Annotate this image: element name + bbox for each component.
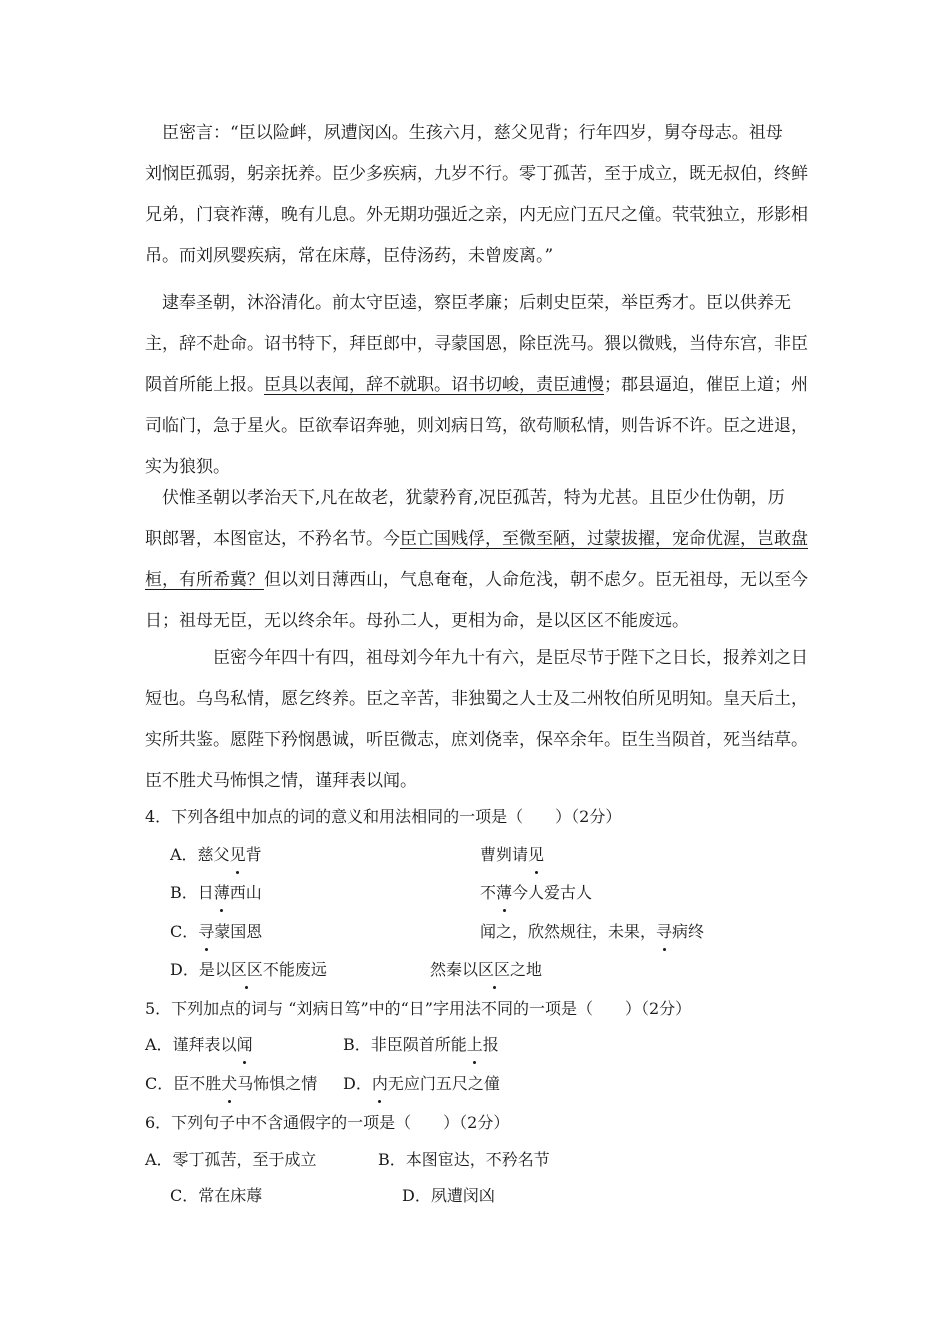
dotted-word: 内 (372, 1072, 388, 1096)
dotted-word: 区区 (231, 958, 263, 982)
underlined-sentence: 臣亡国贱俘，至微至陋，过蒙拔擢，宠命优渥，岂敢盘 (400, 529, 808, 549)
text-segment: 背 (245, 845, 262, 864)
text-segment: 不能废远 (262, 960, 327, 979)
question-4-option-c-right (480, 920, 704, 944)
passage-paragraph-4 (145, 638, 813, 802)
question-4-option-d-left (170, 958, 327, 982)
question-4-option-a-right (480, 843, 544, 867)
question-4-option-b-right (480, 881, 592, 905)
question-6-option-d: D．夙遭闵凶 (402, 1186, 495, 1205)
text-segment: 但以刘日薄西山，气息奄奄，人命危浅，朝不虑夕。臣无祖母，无以至今 (264, 570, 808, 590)
text-line: 司临门，急于星火。臣欲奉诏奔驰，则刘病日笃，欲苟顺私情，则告诉不许。臣之进退， (145, 416, 808, 436)
dotted-word: 薄 (214, 881, 230, 905)
question-4-option-b-left (170, 881, 262, 905)
question-4-stem: 4．下列各组中加点的词的意义和用法相同的一项是（ ）（2分） (145, 807, 622, 826)
dotted-word: 区区 (478, 958, 510, 982)
text-line: 兄弟，门衰祚薄，晚有儿息。外无期功强近之亲，内无应门五尺之僮。茕茕独立，形影相 (145, 205, 808, 225)
question-5-option-b (343, 1033, 499, 1057)
text-line: 臣密今年四十有四，祖母刘今年九十有六，是臣尽节于陛下之日长，报养刘之日 (213, 648, 808, 668)
dotted-word: 上 (467, 1033, 483, 1057)
dotted-word: 见 (230, 843, 246, 867)
question-6-option-c: C．常在床蓐 (170, 1186, 263, 1205)
text-segment: ；郡县逼迫，催臣上道；州 (604, 375, 808, 395)
text-segment: 西山 (229, 883, 262, 902)
passage-paragraph-3 (145, 478, 813, 642)
text-segment: A．慈父 (170, 845, 230, 864)
text-segment: 不 (480, 883, 497, 902)
text-line: 实为狼狈。 (145, 457, 230, 477)
text-segment: C． (170, 922, 199, 941)
text-line: 臣不胜犬马怖惧之情，谨拜表以闻。 (145, 771, 417, 791)
text-line: 日；祖母无臣，无以终余年。母孙二人，更相为命，是以区区不能废远。 (145, 611, 689, 631)
text-segment: B．非臣陨首所能 (343, 1035, 467, 1054)
text-segment: 病终 (672, 922, 705, 941)
text-line (145, 560, 813, 601)
dotted-word: 寻 (198, 920, 214, 944)
text-segment: A．谨拜表以 (145, 1035, 237, 1054)
text-line: 短也。乌鸟私情，愿乞终养。臣之辛苦，非独蜀之人士及二州牧伯所见明知。皇天后土， (145, 689, 808, 709)
text-line: 实所共鉴。愿陛下矜悯愚诚，听臣微志，庶刘侥幸，保卒余年。臣生当陨首，死当结草。 (145, 730, 808, 750)
text-segment: D． (343, 1074, 372, 1093)
text-line: 臣密言：“臣以险衅，夙遭闵凶。生孩六月，慈父见背；行年四岁，舅夺母志。祖母 (162, 123, 783, 143)
dotted-word: 犬 (221, 1072, 237, 1096)
text-segment: 今人爱古人 (512, 883, 593, 902)
passage-paragraph-2 (145, 283, 813, 488)
text-segment: 然秦以 (430, 960, 479, 979)
text-line (145, 519, 813, 560)
question-4-option-d-right (430, 958, 542, 982)
dotted-word: 寻 (656, 920, 672, 944)
dotted-word: 闻 (237, 1033, 253, 1057)
question-6-option-a: A．零丁孤苦，至于成立 (145, 1150, 317, 1169)
text-segment: 马怖惧之情 (237, 1074, 318, 1093)
question-4-option-a-left (170, 843, 262, 867)
text-segment: 陨首所能上报。 (145, 375, 264, 395)
text-line: 主，辞不赴命。诏书特下，拜臣郎中，寻蒙国恩，除臣洗马。猥以微贱，当侍东宫，非臣 (145, 334, 808, 354)
question-5-stem: 5．下列加点的词与 “刘病日笃”中的“日”字用法不同的一项是（ ）（2分） (145, 999, 692, 1018)
text-segment: C．臣不胜 (145, 1074, 222, 1093)
text-segment: 闻之，欣然规往，未果， (480, 922, 657, 941)
text-segment: 曹刿请 (480, 845, 529, 864)
text-line: 伏惟圣朝以孝治天下,凡在故老，犹蒙矜育,况臣孤苦，特为尤甚。且臣少仕伪朝，历 (162, 488, 785, 508)
passage-paragraph-1 (145, 113, 813, 277)
text-segment: D．是以 (170, 960, 231, 979)
underlined-sentence: 臣具以表闻，辞不就职。诏书切峻，责臣逋慢 (264, 375, 604, 395)
dotted-word: 见 (528, 843, 544, 867)
text-segment: 蒙国恩 (214, 922, 263, 941)
dotted-word: 薄 (496, 881, 512, 905)
text-segment: 报 (482, 1035, 499, 1054)
text-line: 逮奉圣朝，沐浴清化。前太守臣逵，察臣孝廉；后刺史臣荣，举臣秀才。臣以供养无 (162, 293, 791, 313)
underlined-sentence: 桓，有所希冀？ (145, 570, 264, 590)
text-line: 吊。而刘夙婴疾病，常在床蓐，臣侍汤药，未曾废离。” (145, 246, 554, 266)
question-5-option-a (145, 1033, 253, 1057)
text-segment: 无应门五尺之僮 (387, 1074, 500, 1093)
text-line: 刘悯臣孤弱，躬亲抚养。臣少多疾病，九岁不行。零丁孤苦，至于成立，既无叔伯，终鲜 (145, 164, 808, 184)
text-segment: 之地 (510, 960, 543, 979)
text-segment: 职郎署，本图宦达，不矜名节。今 (145, 529, 400, 549)
question-6-stem: 6．下列句子中不含通假字的一项是（ ）（2分） (145, 1113, 510, 1132)
text-line (145, 365, 813, 406)
question-5-option-c (145, 1072, 317, 1096)
text-segment: B．日 (170, 883, 214, 902)
question-6-option-b: B．本图宦达，不矜名节 (378, 1150, 550, 1169)
question-4-option-c-left (170, 920, 262, 944)
question-5-option-d (343, 1072, 500, 1096)
